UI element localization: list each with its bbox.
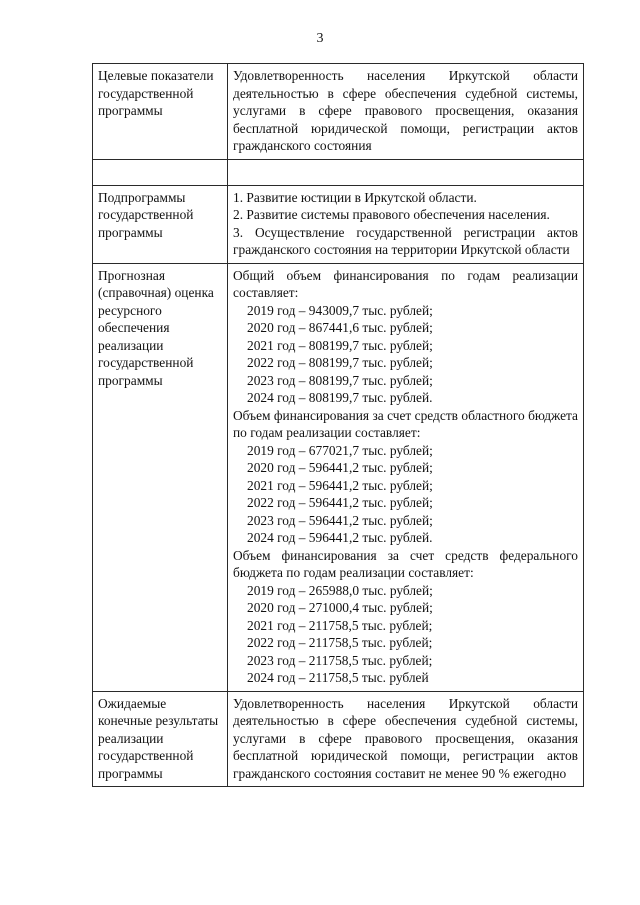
table-row-subprograms — [93, 185, 584, 263]
row-label: Ожидаемые конечные результаты реализации государственной программы — [93, 691, 228, 787]
list-item: 1. Развитие юстиции в Иркутской области. — [233, 189, 477, 205]
funding-line: 2019 год – 677021,7 тыс. рублей; — [247, 442, 433, 458]
funding-line: 2021 год – 808199,7 тыс. рублей; — [247, 337, 433, 353]
funding-line: 2023 год – 211758,5 тыс. рублей; — [247, 652, 433, 668]
funding-heading-regional: Объем финансирования за счет средств областного бюджета по годам реализации составляет: — [233, 407, 578, 440]
page-number: 3 — [316, 31, 324, 46]
funding-heading-federal: Объем финансирования за счет средств федерального бюджета по годам реализации составляет: — [233, 547, 578, 580]
table-row-expected-results — [93, 691, 584, 787]
funding-line: 2019 год – 265988,0 тыс. рублей; — [247, 582, 433, 598]
funding-line: 2024 год – 211758,5 тыс. рублей — [247, 670, 429, 685]
program-passport-table — [92, 63, 584, 787]
list-item: 3. Осуществление государственной регистрации актов гражданского состояния на территории Иркутской области — [233, 224, 578, 257]
table-row-gap — [93, 159, 584, 185]
row-label: Прогнозная (справочная) оценка ресурсного обеспечения реализации государственной программы — [93, 263, 228, 691]
funding-line: 2023 год – 808199,7 тыс. рублей; — [247, 372, 433, 388]
row-content — [228, 263, 584, 691]
table-row-funding — [93, 263, 584, 691]
funding-heading-total: Общий объем финансирования по годам реализации составляет: — [233, 267, 578, 300]
expected-results-text: Удовлетворенность населения Иркутской области деятельностью в сфере обеспечения судебной системы, услугами в сфере правового просвещения, оказания бесплатной юридической помощи, регистрации актов гражданского состояния составит не менее 90 % ежегодно — [233, 695, 578, 781]
list-item: 2. Развитие системы правового обеспечения населения. — [233, 207, 550, 222]
row-content — [228, 691, 584, 787]
funding-line: 2019 год – 943009,7 тыс. рублей; — [247, 302, 433, 318]
funding-line: 2020 год – 271000,4 тыс. рублей; — [247, 600, 433, 615]
funding-line: 2024 год – 596441,2 тыс. рублей. — [247, 530, 433, 545]
row-content — [228, 185, 584, 263]
table-row-target-indicators — [93, 64, 584, 160]
row-label — [93, 159, 228, 185]
funding-line: 2022 год – 596441,2 тыс. рублей; — [247, 495, 433, 510]
row-label: Подпрограммы государственной программы — [93, 185, 228, 263]
row-label: Целевые показатели государственной программы — [93, 64, 228, 160]
funding-line: 2022 год – 211758,5 тыс. рублей; — [247, 635, 433, 650]
funding-line: 2021 год – 211758,5 тыс. рублей; — [247, 617, 433, 633]
funding-line: 2020 год – 867441,6 тыс. рублей; — [247, 320, 433, 335]
row-content — [228, 64, 584, 160]
funding-line: 2021 год – 596441,2 тыс. рублей; — [247, 477, 433, 493]
funding-line: 2022 год – 808199,7 тыс. рублей; — [247, 355, 433, 370]
target-indicators-text: Удовлетворенность населения Иркутской области деятельностью в сфере обеспечения судебной системы, услугами в сфере правового просвещения, оказания бесплатной юридической помощи, регистрации актов гражданского состояния — [233, 68, 578, 153]
funding-line: 2024 год – 808199,7 тыс. рублей. — [247, 390, 433, 405]
row-content — [228, 159, 584, 185]
funding-line: 2020 год – 596441,2 тыс. рублей; — [247, 460, 433, 475]
funding-line: 2023 год – 596441,2 тыс. рублей; — [247, 512, 433, 528]
